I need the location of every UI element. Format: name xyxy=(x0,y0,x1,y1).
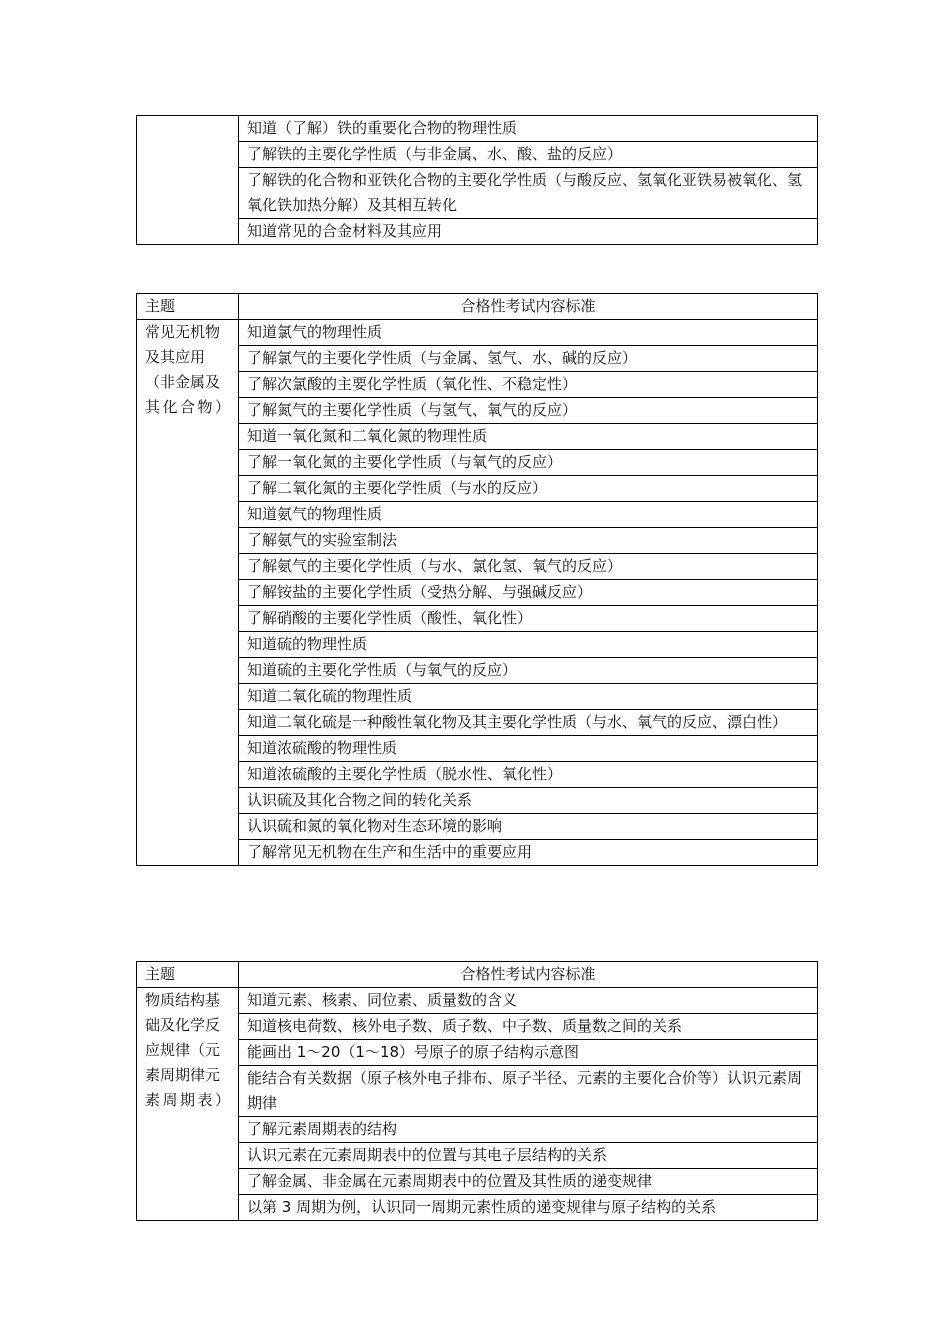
standard-cell: 了解金属、非金属在元素周期表中的位置及其性质的递变规律 xyxy=(239,1169,818,1195)
nonmetal-compounds-table xyxy=(136,293,818,866)
standard-cell: 了解硝酸的主要化学性质（酸性、氧化性） xyxy=(239,606,818,632)
header-standard: 合格性考试内容标准 xyxy=(239,962,818,988)
table-row xyxy=(137,398,818,424)
table-row xyxy=(137,528,818,554)
table-row xyxy=(137,1014,818,1040)
table-row xyxy=(137,1169,818,1195)
header-standard: 合格性考试内容标准 xyxy=(239,294,818,320)
header-topic: 主题 xyxy=(137,962,239,988)
table-row xyxy=(137,372,818,398)
table-row xyxy=(137,1117,818,1143)
topic-cell xyxy=(137,116,239,245)
standard-cell: 了解一氧化氮的主要化学性质（与氧气的反应） xyxy=(239,450,818,476)
table-row xyxy=(137,684,818,710)
table-row xyxy=(137,1143,818,1169)
table-row xyxy=(137,710,818,736)
standard-cell: 认识硫和氮的氧化物对生态环境的影响 xyxy=(239,814,818,840)
table-row xyxy=(137,346,818,372)
standard-cell: 知道硫的主要化学性质（与氧气的反应） xyxy=(239,658,818,684)
standard-cell: 了解氯气的主要化学性质（与金属、氢气、水、碱的反应） xyxy=(239,346,818,372)
table-row xyxy=(137,219,818,245)
standard-cell: 能结合有关数据（原子核外电子排布、原子半径、元素的主要化合价等）认识元素周期律 xyxy=(239,1066,818,1117)
topic-cell: 常见无机物及其应用（非金属及其化合物） xyxy=(137,320,239,866)
standard-cell: 了解元素周期表的结构 xyxy=(239,1117,818,1143)
table-row xyxy=(137,580,818,606)
standard-cell: 知道浓硫酸的物理性质 xyxy=(239,736,818,762)
table-header-row xyxy=(137,294,818,320)
iron-compounds-table xyxy=(136,115,818,245)
standard-cell: 了解氨气的主要化学性质（与水、氯化氢、氧气的反应） xyxy=(239,554,818,580)
table-row xyxy=(137,1195,818,1221)
topic-cell: 物质结构基础及化学反应规律（元素周期律元素周期表） xyxy=(137,988,239,1221)
table-row xyxy=(137,320,818,346)
periodic-law-table xyxy=(136,961,818,1221)
standard-cell: 认识硫及其化合物之间的转化关系 xyxy=(239,788,818,814)
standard-cell: 知道元素、核素、同位素、质量数的含义 xyxy=(239,988,818,1014)
standard-cell: 知道一氧化氮和二氧化氮的物理性质 xyxy=(239,424,818,450)
table-row xyxy=(137,502,818,528)
table-row xyxy=(137,142,818,168)
standard-cell: 认识元素在元素周期表中的位置与其电子层结构的关系 xyxy=(239,1143,818,1169)
table-row xyxy=(137,814,818,840)
standard-cell: 知道硫的物理性质 xyxy=(239,632,818,658)
header-topic: 主题 xyxy=(137,294,239,320)
table-row xyxy=(137,788,818,814)
table-row xyxy=(137,168,818,219)
standard-cell: 能画出 1～20（1～18）号原子的原子结构示意图 xyxy=(239,1040,818,1066)
table-row xyxy=(137,1040,818,1066)
standard-cell: 了解氮气的主要化学性质（与氢气、氧气的反应） xyxy=(239,398,818,424)
table-row xyxy=(137,476,818,502)
standard-cell: 知道氯气的物理性质 xyxy=(239,320,818,346)
standard-cell: 了解铁的化合物和亚铁化合物的主要化学性质（与酸反应、氢氧化亚铁易被氧化、氢氧化铁加热分解）及其相互转化 xyxy=(239,168,818,219)
standard-cell: 知道氨气的物理性质 xyxy=(239,502,818,528)
table-header-row xyxy=(137,962,818,988)
standard-cell: 了解铁的主要化学性质（与非金属、水、酸、盐的反应） xyxy=(239,142,818,168)
standard-cell: 了解二氧化氮的主要化学性质（与水的反应） xyxy=(239,476,818,502)
table-row xyxy=(137,606,818,632)
table-row xyxy=(137,450,818,476)
standard-cell: 知道核电荷数、核外电子数、质子数、中子数、质量数之间的关系 xyxy=(239,1014,818,1040)
table-row xyxy=(137,762,818,788)
table-row xyxy=(137,116,818,142)
standard-cell: 知道常见的合金材料及其应用 xyxy=(239,219,818,245)
standard-cell: 了解铵盐的主要化学性质（受热分解、与强碱反应） xyxy=(239,580,818,606)
table-row xyxy=(137,658,818,684)
standard-cell: 知道（了解）铁的重要化合物的物理性质 xyxy=(239,116,818,142)
standard-cell: 了解氨气的实验室制法 xyxy=(239,528,818,554)
table-row xyxy=(137,988,818,1014)
standard-cell: 了解次氯酸的主要化学性质（氧化性、不稳定性） xyxy=(239,372,818,398)
standard-cell: 了解常见无机物在生产和生活中的重要应用 xyxy=(239,840,818,866)
table-row xyxy=(137,736,818,762)
table-row xyxy=(137,424,818,450)
standard-cell: 知道浓硫酸的主要化学性质（脱水性、氧化性） xyxy=(239,762,818,788)
standard-cell: 知道二氧化硫是一种酸性氧化物及其主要化学性质（与水、氧气的反应、漂白性） xyxy=(239,710,818,736)
table-row xyxy=(137,554,818,580)
table-row xyxy=(137,1066,818,1117)
standard-cell: 以第 3 周期为例，认识同一周期元素性质的递变规律与原子结构的关系 xyxy=(239,1195,818,1221)
table-row xyxy=(137,840,818,866)
standard-cell: 知道二氧化硫的物理性质 xyxy=(239,684,818,710)
table-row xyxy=(137,632,818,658)
